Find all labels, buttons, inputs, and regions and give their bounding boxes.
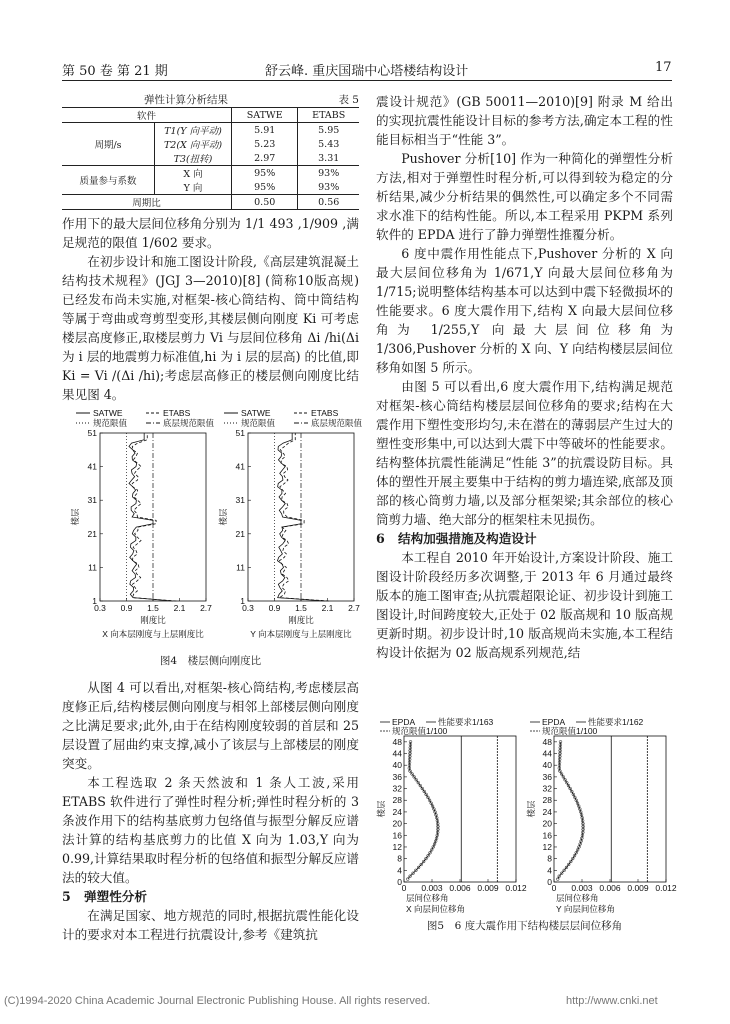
table-cell: T1(Y 向平动) <box>164 126 222 137</box>
y-axis-label: 楼层 <box>376 800 386 818</box>
subplot-caption: Y 向层间位移角 <box>556 904 615 914</box>
x-tick-label: 0.3 <box>94 603 106 613</box>
table-header-etabs: ETABS <box>298 108 359 123</box>
figure-5-caption: 图5 6 度大震作用下结构楼层层间位移角 <box>426 920 623 932</box>
legend-label: 性能要求1/163 <box>438 717 494 727</box>
y-tick-label: 11 <box>88 562 97 573</box>
paragraph: 从图 4 可以看出,对框架-核心筒结构,考虑楼层高度修正后,结构楼层侧向刚度与相邻上部楼层侧向刚度之比满足要求;此外,由于在结构刚度较弱的首层和 25 层设置了屈曲约束支撑,减小了该层与上部楼层的刚度突变。 <box>62 680 359 771</box>
y-tick-label: 32 <box>542 783 552 794</box>
y-tick-label: 24 <box>392 806 402 817</box>
y-tick-label: 12 <box>392 841 402 852</box>
y-tick-label: 4 <box>547 865 552 876</box>
x-axis-label: 层间位移角 <box>556 893 599 903</box>
x-tick-label: 0.9 <box>120 603 133 613</box>
paragraph: 6 度中震作用性能点下,Pushover 分析的 X 向最大层间位移角为 1/671,Y 向最大层间位移角为 1/715;说明整体结构基本可以达到中震下轻微损坏的性能要求。6 度大震作用下,结构 X 向最大层间位移角为 1/255,Y 向最大层间位移角为 1/306,Pushover 分析的 X 向、Y 向结构楼层层间位移角如图 5 所示。 <box>376 246 673 375</box>
legend-label: 规范限值 <box>241 418 276 428</box>
y-tick-label: 1 <box>92 596 97 606</box>
table-cell: Y 向 <box>183 183 203 194</box>
y-tick-label: 4 <box>397 865 402 876</box>
y-tick-label: 21 <box>87 528 97 539</box>
figure-4-caption: 图4 楼层侧向刚度比 <box>159 655 262 667</box>
row-group-ratio: 周期比 <box>132 198 161 209</box>
y-axis-label: 楼层 <box>218 508 228 526</box>
x-tick-label: 1.5 <box>147 603 159 613</box>
table-cell: 5.43 <box>298 137 359 151</box>
section-5-heading <box>62 887 359 906</box>
table-cell: T2(X 向平动) <box>163 140 223 151</box>
paragraph: 震设计规范》(GB 50011—2010)[9] 附录 M 给出的实现抗震性能设计目标的参考方法,确定本工程的性能目标相当于“性能 3”。 <box>376 94 673 147</box>
legend-label: EPDA <box>392 717 416 727</box>
legend-label: 底层规范限值 <box>163 418 215 428</box>
table-cell: X 向 <box>183 169 203 180</box>
y-tick-label: 28 <box>392 795 402 806</box>
table-cell: 5.23 <box>232 137 298 151</box>
figure-5-chart <box>376 717 677 918</box>
y-tick-label: 21 <box>235 528 245 539</box>
x-tick-label: 0.3 <box>242 603 254 613</box>
x-axis-label: 层间位移角 <box>406 893 449 903</box>
y-tick-label: 51 <box>87 428 97 438</box>
paragraph: 本工程自 2010 年开始设计,方案设计阶段、施工图设计阶段经历多次调整,于 2013 年 6 月通过最终版本的施工图审查;从抗震超限论证、初步设计到施工图设计,时间跨度较大,正处于 02 版高规和 10 版高规更新时期。初步设计时,10 版高规尚未实施,本工程结构设计依据为 02 版高规系列规范,结 <box>376 550 673 660</box>
x-tick-label: 0.003 <box>421 883 443 893</box>
y-tick-label: 40 <box>392 760 402 771</box>
section-number: 5 <box>62 889 71 904</box>
table-cell: 0.56 <box>298 195 359 210</box>
right-column <box>376 92 673 662</box>
header-rule <box>62 80 672 81</box>
plot-frame <box>404 736 516 882</box>
figure-4 <box>68 405 363 655</box>
table-title: 弹性计算分析结果 <box>144 94 228 106</box>
subplot-caption: X 向本层刚度与上层刚度比 <box>102 629 204 639</box>
paragraph: 在满足国家、地方规范的同时,根据抗震性能化设计的要求对本工程进行抗震设计,参考《建筑抗 <box>62 908 359 942</box>
x-tick-label: 2.7 <box>348 603 360 613</box>
y-tick-label: 41 <box>235 461 245 472</box>
y-tick-label: 20 <box>542 818 552 829</box>
row-group-mass: 质量参与系数 <box>62 166 155 195</box>
table-cell: 93% <box>298 166 359 181</box>
y-tick-label: 41 <box>87 461 97 472</box>
section-title: 弹塑性分析 <box>84 889 147 904</box>
table-cell: 95% <box>232 166 298 181</box>
running-title: 舒云峰. 重庆国瑞中心塔楼结构设计 <box>265 64 469 79</box>
y-tick-label: 36 <box>392 771 402 782</box>
section-6-heading <box>376 529 673 548</box>
y-axis-label: 楼层 <box>70 508 80 526</box>
table-5 <box>62 92 359 210</box>
x-tick-label: 0.012 <box>505 883 527 893</box>
y-tick-label: 44 <box>542 748 552 759</box>
legend-label: 规范限值 <box>93 418 128 428</box>
y-tick-label: 0 <box>397 877 402 887</box>
paragraph: Pushover 分析[10] 作为一种简化的弹塑性分析方法,相对于弹塑性时程分析,可以得到较为稳定的分析结果,减少分析结果的偶然性,可以确定多个不同需求水准下的结构性能。所以,本工程采用 PKPM 系列软件的 EPDA 进行了静力弹塑性推覆分析。 <box>376 151 673 242</box>
table-cell: 2.97 <box>232 151 298 166</box>
x-tick-label: 0 <box>401 883 407 893</box>
y-tick-label: 51 <box>235 428 245 438</box>
legend-label: ETABS <box>311 408 339 418</box>
x-axis-label: 刚度比 <box>288 615 314 625</box>
row-group-period: 周期/s <box>62 123 155 166</box>
legend-label: 底层规范限值 <box>311 418 363 428</box>
x-tick-label: 2.1 <box>321 603 334 613</box>
y-tick-label: 20 <box>392 818 402 829</box>
x-tick-label: 0 <box>551 883 557 893</box>
y-tick-label: 12 <box>542 841 552 852</box>
table-cell: T3(扭转) <box>173 154 213 165</box>
x-tick-label: 0.003 <box>571 883 593 893</box>
y-tick-label: 31 <box>87 495 97 506</box>
table-cell: 93% <box>298 180 359 195</box>
section-number: 6 <box>376 531 385 546</box>
x-tick-label: 0.9 <box>268 603 281 613</box>
y-tick-label: 16 <box>392 830 402 841</box>
left-column-bottom <box>62 678 359 944</box>
table-header-software: 软件 <box>136 111 156 122</box>
table-cell: 3.31 <box>298 151 359 166</box>
table-cell: 5.95 <box>298 123 359 138</box>
paragraph: 作用下的最大层间位移角分别为 1/1 493 ,1/909 ,满足规范的限值 1/602 要求。 <box>62 216 359 250</box>
figure-4-chart <box>68 405 363 655</box>
y-axis-label: 楼层 <box>526 800 536 818</box>
legend-label: SATWE <box>241 408 271 418</box>
y-tick-label: 32 <box>392 783 402 794</box>
x-axis-label: 刚度比 <box>140 615 166 625</box>
y-tick-label: 24 <box>542 806 552 817</box>
legend-label: 规范限值1/100 <box>542 726 598 736</box>
legend-label: EPDA <box>542 717 566 727</box>
series-etabs <box>132 433 176 601</box>
paragraph: 本工程选取 2 条天然波和 1 条人工波,采用 ETABS 软件进行了弹性时程分析;弹性时程分析的 3 条波作用下的结构基底剪力包络值与振型分解反应谱法计算的结构基底剪力的比值 X 向为 1.03,Y 向为 0.99,计算结果取时程分析的包络值和振型分解反应谱法的较大值。 <box>62 775 359 885</box>
y-tick-label: 16 <box>542 830 552 841</box>
section-title: 结构加强措施及构造设计 <box>398 531 537 546</box>
y-tick-label: 48 <box>542 736 552 747</box>
y-tick-label: 36 <box>542 771 552 782</box>
left-column-top <box>62 214 359 404</box>
x-tick-label: 0.006 <box>599 883 621 893</box>
y-tick-label: 28 <box>542 795 552 806</box>
y-tick-label: 31 <box>235 495 245 506</box>
legend-label: 性能要求1/162 <box>588 717 644 727</box>
subplot-caption: Y 向本层刚度与上层刚度比 <box>250 629 352 639</box>
x-tick-label: 0.012 <box>655 883 677 893</box>
table-cell: 0.50 <box>232 195 298 210</box>
table-header-satwe: SATWE <box>232 108 298 123</box>
y-tick-label: 0 <box>547 877 552 887</box>
table-label: 表 5 <box>338 94 359 106</box>
x-tick-label: 0.009 <box>627 883 649 893</box>
table-cell: 95% <box>232 180 298 195</box>
y-tick-label: 48 <box>392 736 402 747</box>
page-number: 17 <box>655 60 672 75</box>
series-etabs <box>279 433 328 601</box>
y-tick-label: 44 <box>392 748 402 759</box>
series-satwe <box>129 433 173 601</box>
cnki-url[interactable]: http://www.cnki.net <box>566 995 658 1007</box>
paragraph: 由图 5 可以看出,6 度大震作用下,结构满足规范对框架-核心筒结构楼层层间位移角的要求;结构在大震作用下塑性变形均匀,未在潜在的薄弱层产生过大的塑性变形集中,可以达到大震下中等破坏的性能要求。结构整体抗震性能满足“性能 3”的抗震设防目标。具体的塑性开展主要集中于结构的剪力墙连梁,底部及顶部的核心筒剪力墙,以及部分框架梁;其余部位的核心筒剪力墙、绝大部分的框架柱未见损伤。 <box>376 379 673 527</box>
journal-volume: 第 50 卷 第 21 期 <box>62 64 168 79</box>
y-tick-label: 1 <box>240 596 245 606</box>
table-cell: 5.91 <box>232 123 298 138</box>
copyright-footer: (C)1994-2020 China Academic Journal Electronic Publishing House. All rights reserved. <box>4 995 431 1007</box>
legend-label: ETABS <box>163 408 191 418</box>
x-tick-label: 0.009 <box>477 883 499 893</box>
legend-label: SATWE <box>93 408 123 418</box>
x-tick-label: 0.006 <box>449 883 471 893</box>
y-tick-label: 40 <box>542 760 552 771</box>
x-tick-label: 2.1 <box>173 603 186 613</box>
y-tick-label: 8 <box>397 853 402 864</box>
subplot-caption: X 向层间位移角 <box>406 904 466 914</box>
paragraph: 在初步设计和施工图设计阶段,《高层建筑混凝土结构技术规程》(JGJ 3—2010)[8] (简称10版高规) 已经发布尚未实施,对框架-核心筒结构、筒中筒结构等属于弯曲或弯剪型变形,其楼层侧向刚度 Ki 可考虑楼层高度修正,取楼层剪力 Vi 与层间位移角 Δi /hi(Δi 为 i 层的地震剪力标准值,hi 为 i 层的层高) 的比值,即 Ki = Vi /(Δi /hi);考虑层高修正的楼层侧向刚度比结果见图 4。 <box>62 254 359 402</box>
y-tick-label: 8 <box>547 853 552 864</box>
legend-label: 规范限值1/100 <box>392 726 448 736</box>
x-tick-label: 1.5 <box>295 603 307 613</box>
x-tick-label: 2.7 <box>200 603 212 613</box>
y-tick-label: 11 <box>236 562 245 573</box>
figure-5 <box>376 717 677 918</box>
